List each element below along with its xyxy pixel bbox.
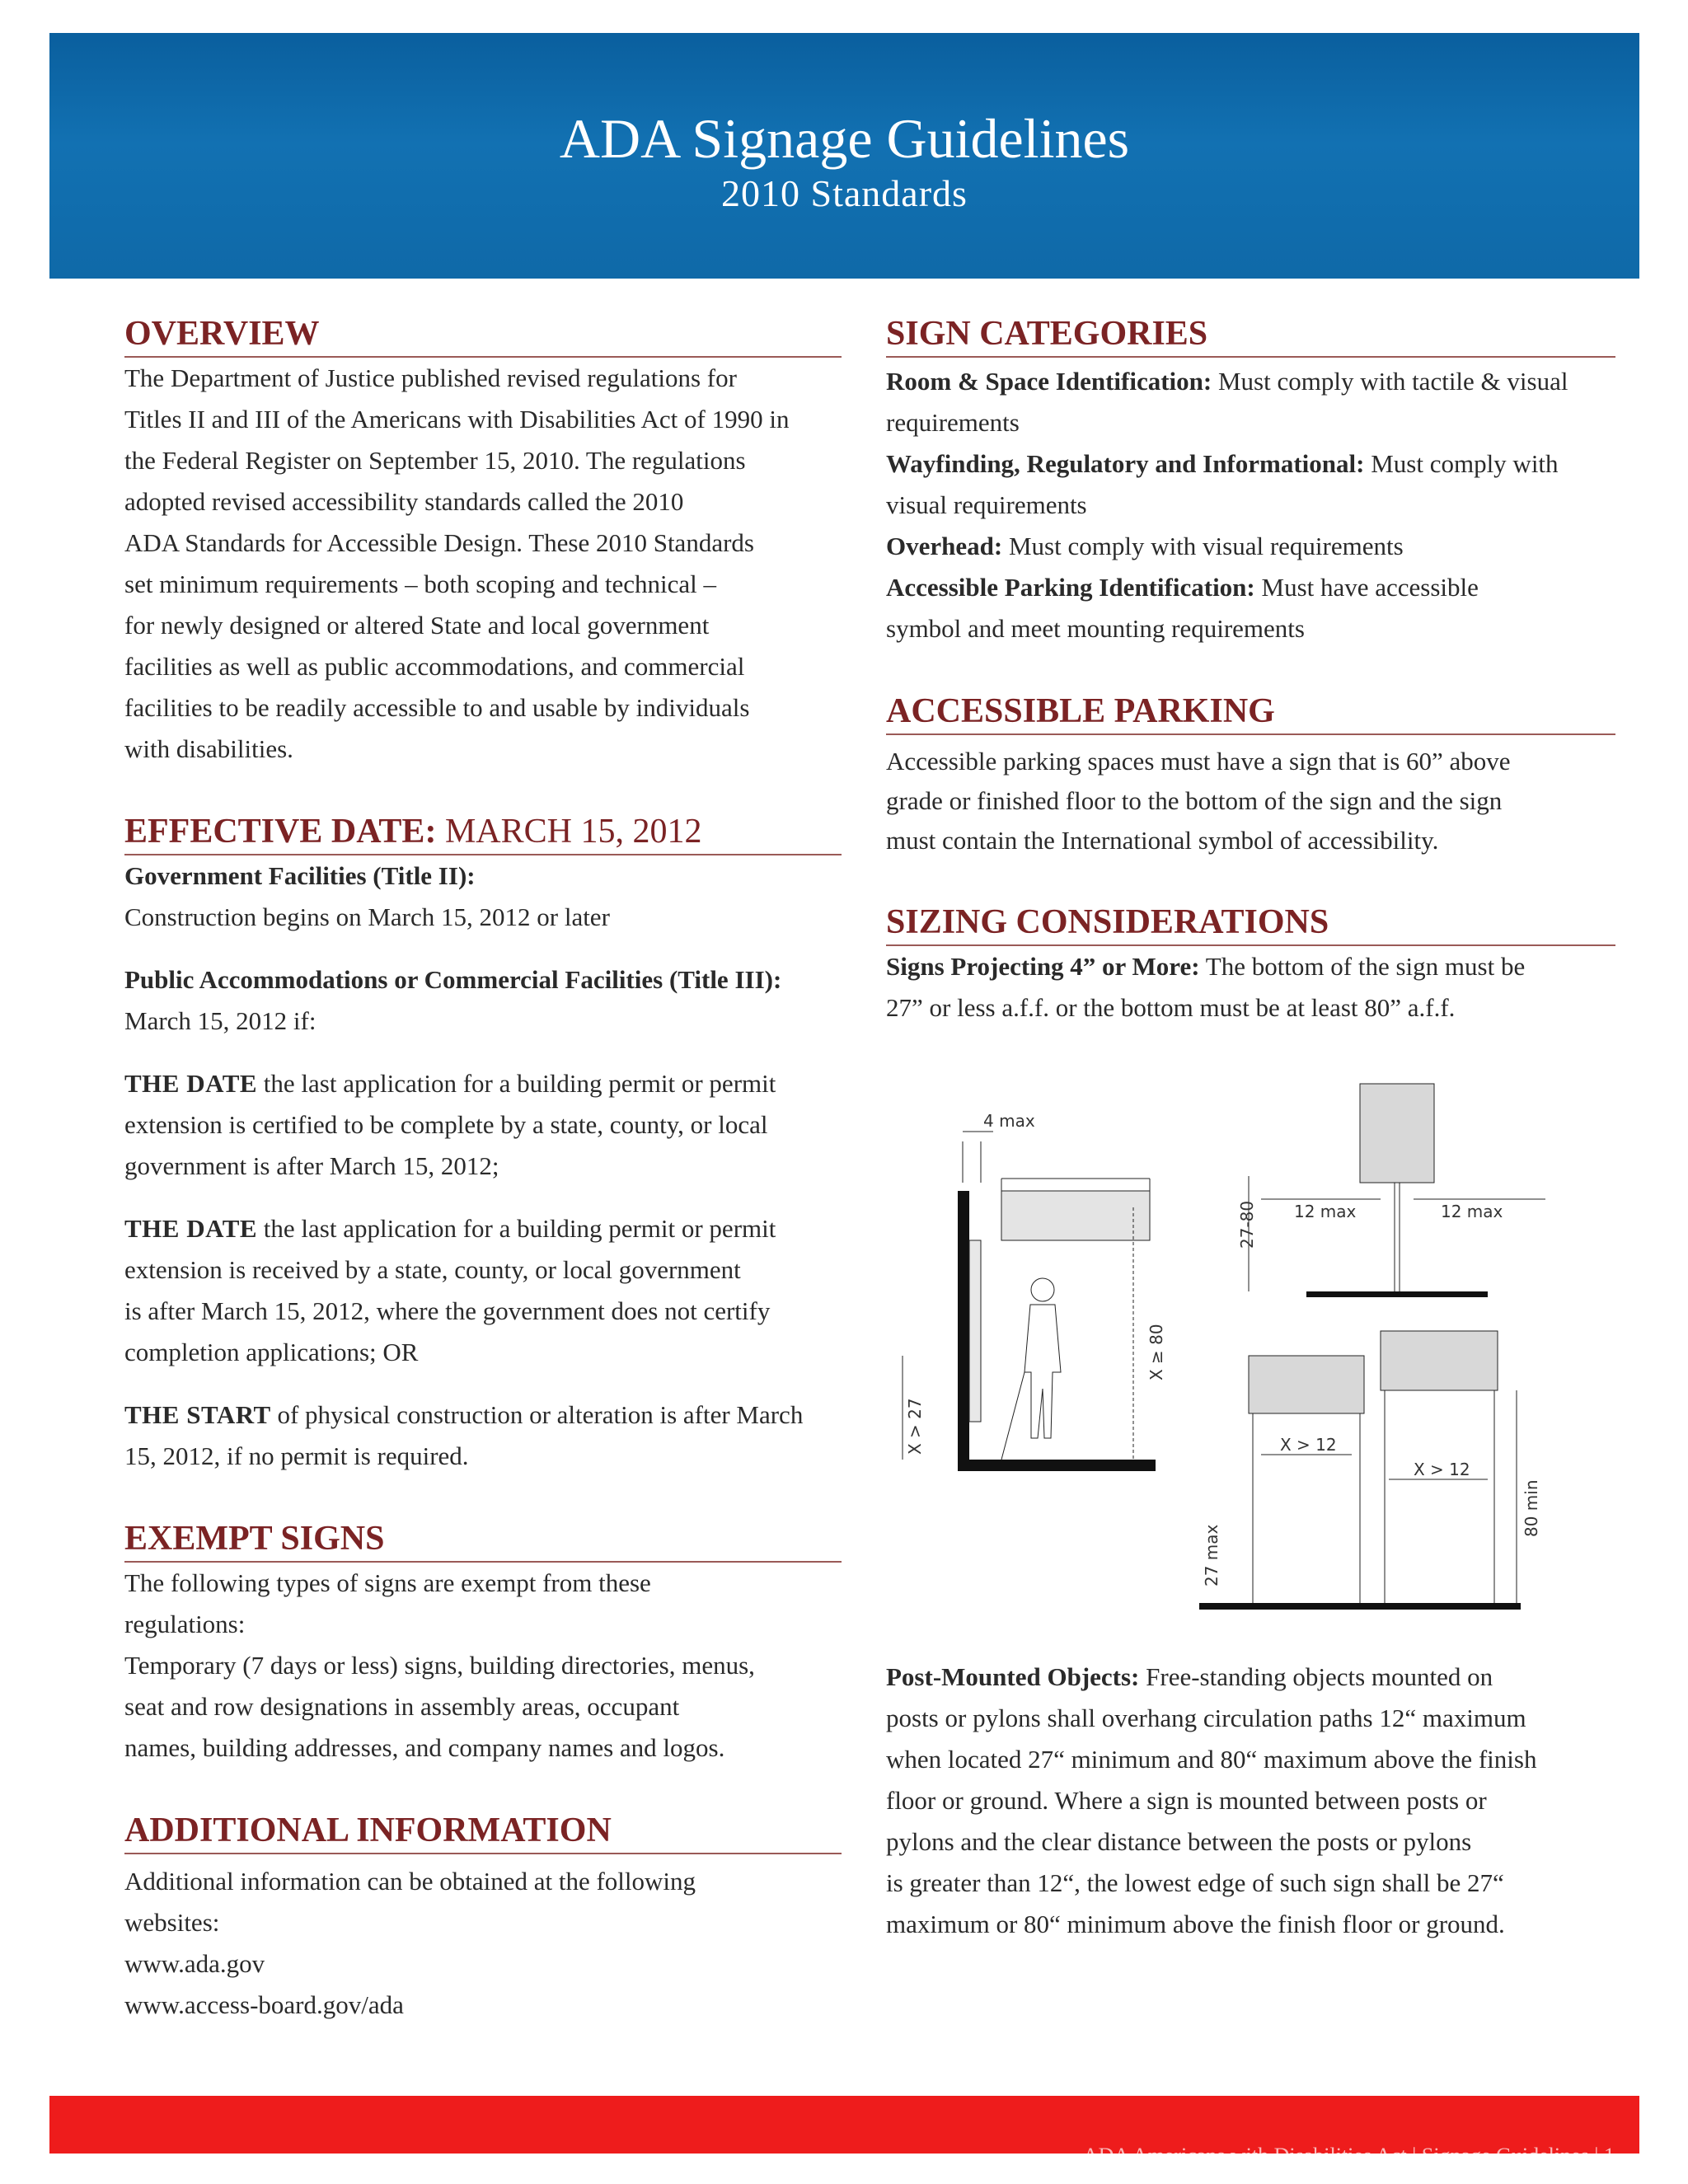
link-access-board[interactable]: www.access-board.gov/ada bbox=[124, 1990, 404, 2019]
label-x-gt-12-b: X > 12 bbox=[1414, 1460, 1470, 1479]
condition-lead: THE DATE bbox=[124, 1214, 258, 1243]
exempt-line: seat and row designations in assembly areas, occupant bbox=[124, 1692, 680, 1721]
sign-mounting-diagram bbox=[886, 1076, 1615, 1619]
wall bbox=[958, 1191, 969, 1471]
category-line: visual requirements bbox=[886, 490, 1087, 519]
category-parking: Accessible Parking Identification: Must have accessible bbox=[886, 573, 1479, 602]
category-room: Room & Space Identification: Must comply with tactile & visual bbox=[886, 367, 1568, 396]
parking-line: Accessible parking spaces must have a sign that is 60” above bbox=[886, 747, 1511, 776]
effective-date-label: EFFECTIVE DATE: bbox=[124, 813, 437, 851]
cane bbox=[1001, 1372, 1025, 1460]
overview-line: ADA Standards for Accessible Design. These 2010 Standards bbox=[124, 528, 754, 557]
label-4-max: 4 max bbox=[983, 1111, 1035, 1131]
category-line: requirements bbox=[886, 408, 1020, 437]
gov-facilities-label: Government Facilities (Title II): bbox=[124, 861, 476, 890]
projecting-sign-figure bbox=[903, 1132, 1156, 1471]
post-floor bbox=[1306, 1291, 1488, 1297]
post-line: is greater than 12“, the lowest edge of such sign shall be 27“ bbox=[886, 1868, 1504, 1897]
post-line: when located 27“ minimum and 80“ maximum above the finish bbox=[886, 1745, 1537, 1774]
footer-bar bbox=[49, 2096, 1639, 2168]
person-head bbox=[1031, 1278, 1054, 1301]
label-x-gt-27: X > 27 bbox=[905, 1398, 925, 1455]
post-line: Post-Mounted Objects: Free-standing objects mounted on bbox=[886, 1662, 1493, 1691]
between-posts-figure bbox=[1199, 1331, 1521, 1610]
category-line: symbol and meet mounting requirements bbox=[886, 614, 1305, 643]
link-ada-gov[interactable]: www.ada.gov bbox=[124, 1949, 265, 1978]
parking-line: grade or finished floor to the bottom of the sign and the sign bbox=[886, 786, 1503, 815]
overview-line: for newly designed or altered State and local government bbox=[124, 611, 710, 640]
condition-line: is after March 15, 2012, where the government does not certify bbox=[124, 1296, 771, 1325]
overhead-sign bbox=[1001, 1191, 1150, 1240]
high-sign-panel bbox=[1381, 1331, 1498, 1390]
floor bbox=[958, 1460, 1156, 1471]
overview-heading: OVERVIEW bbox=[124, 313, 842, 358]
label-x-ge-80: X ≥ 80 bbox=[1146, 1324, 1166, 1380]
overview-line: the Federal Register on September 15, 2010. The regulations bbox=[124, 446, 746, 475]
exempt-line: Temporary (7 days or less) signs, building directories, menus, bbox=[124, 1651, 755, 1680]
header-banner bbox=[49, 33, 1639, 279]
label-27-max: 27 max bbox=[1202, 1524, 1221, 1586]
left-column bbox=[124, 313, 842, 2026]
overview-line: adopted revised accessibility standards called the 2010 bbox=[124, 487, 684, 516]
post-line: maximum or 80“ minimum above the finish floor or ground. bbox=[886, 1910, 1505, 1938]
additional-line: Additional information can be obtained at the following bbox=[124, 1867, 696, 1896]
condition-lead: THE START bbox=[124, 1400, 271, 1429]
exempt-signs-heading: EXEMPT SIGNS bbox=[124, 1518, 842, 1563]
post-sign-panel bbox=[1360, 1084, 1434, 1183]
person-body bbox=[1025, 1305, 1061, 1438]
post-mounted-sign-figure bbox=[1249, 1084, 1545, 1297]
condition-line: extension is received by a state, county, or local government bbox=[124, 1255, 741, 1284]
low-sign-panel bbox=[1249, 1356, 1364, 1413]
right-column bbox=[886, 313, 1615, 1029]
parking-line: must contain the International symbol of accessibility. bbox=[886, 826, 1439, 855]
overview-line: Titles II and III of the Americans with Disabilities Act of 1990 in bbox=[124, 405, 790, 434]
wall-sign bbox=[969, 1240, 981, 1422]
condition-line: 15, 2012, if no permit is required. bbox=[124, 1441, 469, 1470]
footer-text: ADA Americans with Disabilities Act | Signage Guidelines | 1 bbox=[1082, 2144, 1615, 2168]
exempt-line: The following types of signs are exempt from these bbox=[124, 1568, 651, 1597]
overview-line: The Department of Justice published revised regulations for bbox=[124, 363, 737, 392]
post-line: pylons and the clear distance between the posts or pylons bbox=[886, 1827, 1472, 1856]
additional-info-heading: ADDITIONAL INFORMATION bbox=[124, 1810, 842, 1854]
public-accommodations-label: Public Accommodations or Commercial Facilities (Title III): bbox=[124, 965, 782, 994]
condition-item-2: THE DATE the last application for a building permit or permit bbox=[124, 1214, 776, 1243]
label-x-gt-12-a: X > 12 bbox=[1280, 1435, 1337, 1455]
label-12-max-right: 12 max bbox=[1441, 1202, 1503, 1221]
overview-body bbox=[124, 358, 842, 770]
overview-line: facilities to be readily accessible to and usable by individuals bbox=[124, 693, 750, 722]
exempt-line: names, building addresses, and company names and logos. bbox=[124, 1733, 725, 1762]
effective-date-value: MARCH 15, 2012 bbox=[436, 813, 702, 851]
public-accommodations-text: March 15, 2012 if: bbox=[124, 1006, 316, 1035]
sizing-heading: SIZING CONSIDERATIONS bbox=[886, 902, 1615, 946]
sizing-text: Signs Projecting 4” or More: The bottom of the sign must be bbox=[886, 952, 1526, 981]
page-subtitle: 2010 Standards bbox=[721, 172, 968, 214]
accessible-parking-heading: ACCESSIBLE PARKING bbox=[886, 691, 1615, 735]
category-overhead: Overhead: Must comply with visual requirements bbox=[886, 532, 1404, 560]
exempt-line: regulations: bbox=[124, 1610, 246, 1638]
label-80-min: 80 min bbox=[1522, 1479, 1541, 1537]
overview-line: with disabilities. bbox=[124, 734, 293, 763]
posts-floor bbox=[1199, 1603, 1521, 1610]
category-wayfinding: Wayfinding, Regulatory and Informational: Must comply with bbox=[886, 449, 1559, 478]
post-line: floor or ground. Where a sign is mounted between posts or bbox=[886, 1786, 1487, 1815]
post-line: posts or pylons shall overhang circulation paths 12“ maximum bbox=[886, 1704, 1526, 1732]
condition-lead: THE DATE bbox=[124, 1069, 258, 1098]
overview-line: facilities as well as public accommodations, and commercial bbox=[124, 652, 745, 681]
page-title: ADA Signage Guidelines bbox=[559, 107, 1130, 170]
condition-item-3: THE START of physical construction or alteration is after March bbox=[124, 1400, 804, 1429]
overview-line: set minimum requirements – both scoping and technical – bbox=[124, 569, 717, 598]
mounting-diagram-svg bbox=[886, 1076, 1615, 1619]
gov-facilities-text: Construction begins on March 15, 2012 or later bbox=[124, 902, 610, 931]
condition-line: government is after March 15, 2012; bbox=[124, 1151, 499, 1180]
condition-line: completion applications; OR bbox=[124, 1338, 419, 1366]
additional-line: websites: bbox=[124, 1908, 220, 1937]
sign-categories-heading: SIGN CATEGORIES bbox=[886, 313, 1615, 358]
sizing-line: 27” or less a.f.f. or the bottom must be at least 80” a.f.f. bbox=[886, 993, 1456, 1022]
post-mounted-section bbox=[886, 1657, 1615, 1945]
effective-date-heading bbox=[124, 811, 842, 855]
label-27-80: 27-80 bbox=[1237, 1200, 1257, 1249]
condition-item-1: THE DATE the last application for a building permit or permit bbox=[124, 1069, 776, 1098]
condition-line: extension is certified to be complete by a state, county, or local bbox=[124, 1110, 768, 1139]
label-12-max-left: 12 max bbox=[1294, 1202, 1357, 1221]
